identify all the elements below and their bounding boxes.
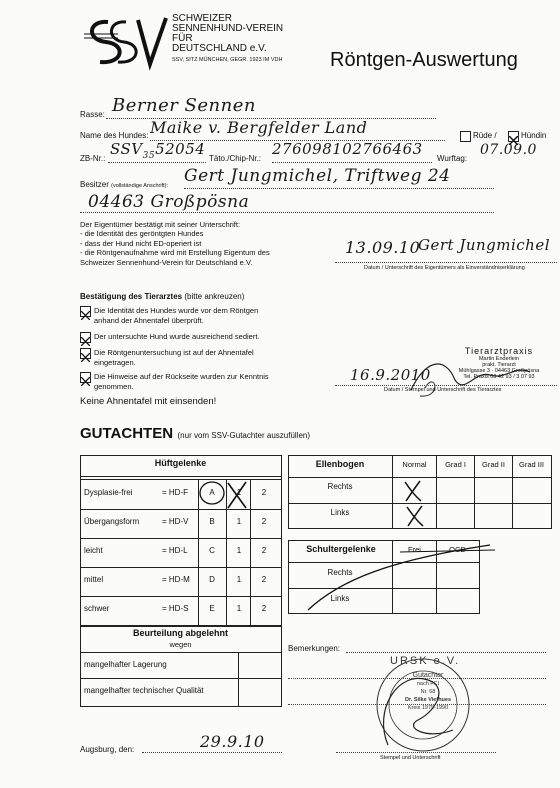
name-label: Name des Hundes:	[80, 131, 149, 140]
zb-number: 52054	[155, 140, 206, 158]
vet-check-3[interactable]	[80, 348, 91, 359]
hip-row-label: schwer	[84, 604, 110, 613]
expert-stamp-line: Nr. 68	[420, 689, 436, 695]
owner-sig-line	[335, 262, 557, 263]
vet-check-1[interactable]	[80, 306, 91, 317]
vet-check-2[interactable]	[80, 332, 91, 343]
expert-stamp-line: nach FCI	[416, 681, 440, 687]
expert-stamp-ring: URSK e.V.	[390, 655, 461, 667]
expert-stamp-line: Kreis 1975-1990	[407, 705, 449, 711]
hip-rule	[80, 476, 281, 477]
shoulder-header: Schultergelenke	[306, 544, 376, 554]
vet-stamp-line: Mühlgasse 3 · 04463 Großpösna	[458, 368, 540, 374]
rejected-rule	[80, 652, 281, 653]
elbow-col-normal: Normal	[402, 460, 427, 469]
chip-line	[272, 162, 432, 163]
elbow-row-left: Links	[330, 508, 350, 517]
elbow-col-grad2: Grad II	[482, 460, 505, 469]
hip-row-code: = HD-S	[162, 604, 189, 613]
hip-row-grade: D	[209, 575, 215, 584]
hip-row-label: Übergangsform	[84, 517, 140, 526]
vet-confirm-heading	[80, 292, 244, 301]
litter-value: 07.09.0	[480, 142, 537, 158]
hip-row-grade: B	[209, 517, 215, 526]
hip-selection-mark	[198, 478, 268, 512]
shoulder-row-left: Links	[330, 594, 350, 603]
vet-item-2: Der untersuchte Hund wurde ausreichend sediert.	[94, 332, 260, 341]
owner-signature: Gert Jungmichel	[418, 236, 551, 254]
place-date: 29.9.10	[200, 732, 265, 751]
org-line: SCHWEIZER	[172, 13, 232, 24]
hip-row-label: Dysplasie-frei	[84, 488, 133, 497]
hip-row-col2: 2	[261, 546, 267, 555]
chip-label: Täto./Chip-Nr.:	[209, 154, 262, 163]
vet-item-1: Die Identität des Hundes wurde vor dem Röntgen anhand der Ahnentafel überprüft.	[94, 306, 259, 325]
owner-line	[184, 188, 494, 189]
rejected-row-quality: mangelhafter technischer Qualität	[84, 686, 204, 695]
gutachten-title: GUTACHTEN	[80, 425, 174, 442]
vet-check-4[interactable]	[80, 372, 91, 383]
expert-stamp-line: Gutachter	[412, 672, 444, 679]
org-line: FÜR	[172, 33, 193, 44]
owner-line-2	[80, 212, 494, 213]
breed-value: Berner Sennen	[112, 95, 256, 116]
litter-label: Wurftag:	[437, 154, 468, 163]
hip-row-col1: 1	[236, 546, 242, 555]
zb-prefix: SSV	[110, 140, 143, 158]
expert-stamp-line: Dr. Silke Viefhues	[404, 697, 452, 703]
rejected-header: Beurteilung abgelehnt	[132, 628, 228, 638]
hip-row-col2: 2	[261, 604, 267, 613]
hip-row-label: leicht	[84, 546, 103, 555]
male-checkbox[interactable]	[460, 131, 471, 142]
zb-value	[110, 140, 205, 161]
shoulder-strike-mark	[300, 540, 500, 620]
female-label: Hündin	[521, 131, 547, 140]
chip-value: 276098102766463	[272, 140, 423, 158]
zb-line	[108, 162, 206, 163]
logo	[78, 12, 168, 72]
rejected-col-rule	[238, 652, 239, 706]
name-value: Maike v. Bergfelder Land	[150, 118, 368, 137]
owner-label	[80, 180, 168, 189]
owner-sig-caption: Datum / Unterschrift des Eigentümers als Einverständniserklärung	[364, 265, 525, 271]
list-item: - dass der Hund nicht ED-operiert ist	[80, 239, 290, 249]
list-item: - die Identität des geröntgten Hundes	[80, 229, 290, 239]
hip-row-col1: 1	[236, 517, 242, 526]
date-line	[142, 752, 282, 753]
list-item: - die Röntgenaufnahme wird mit Erstellung Eigentum des Schweizer Sennenhund-Verein für Deutschland e.V.	[80, 248, 290, 267]
elbow-row-right: Rechts	[327, 482, 353, 491]
hip-row-grade: C	[209, 546, 215, 555]
gutachten-note: (nur vom SSV-Gutachter auszufüllen)	[177, 431, 311, 440]
hip-row-col1: 1	[236, 488, 242, 497]
hip-row-code: = HD-L	[162, 546, 188, 555]
vet-sig-line	[335, 385, 557, 386]
hip-row-code: = HD-V	[162, 517, 189, 526]
shoulder-col-ocd: OCD	[449, 545, 466, 554]
owner-label-text: Besitzer	[80, 180, 109, 189]
zb-sub: 35	[142, 151, 156, 161]
org-line: DEUTSCHLAND e.V.	[172, 43, 267, 54]
elbow-col-grad3: Grad III	[518, 460, 544, 469]
check-mark-icon	[81, 353, 90, 362]
hip-row-code: = HD-M	[162, 575, 190, 584]
vet-stamp-line: prakt. Tierarzt	[482, 362, 516, 368]
stamp-caption: Stempel und Unterschrift	[380, 755, 441, 761]
owner-confirm-intro: Der Eigentümer bestätigt mit seiner Unterschrift:	[80, 220, 241, 229]
rejected-rule	[80, 678, 281, 679]
rejected-row-positioning: mangelhafter Lagerung	[84, 660, 167, 669]
vet-note: Keine Ahnentafel mit einsenden!	[80, 396, 217, 407]
check-mark-icon	[81, 337, 90, 346]
hip-row-code: = HD-F	[162, 488, 188, 497]
vet-sig-caption: Datum / Stempel und Unterschrift des Tierarztes	[384, 387, 502, 393]
org-name	[172, 14, 283, 65]
vet-stamp-line: Tel. Praxis 03 42 93 / 3 07 93	[463, 374, 535, 380]
org-sub: SSV, SITZ MÜNCHEN, GEGR. 1923 IM VDH	[172, 57, 283, 63]
page-title: Röntgen-Auswertung	[330, 49, 518, 71]
elbow-mark-left	[404, 504, 426, 528]
female-checkbox[interactable]	[508, 131, 519, 142]
owner-sig-date: 13.09.10	[345, 238, 421, 257]
owner-value-line1: Gert Jungmichel, Triftweg 24	[184, 166, 451, 186]
stamp-sig-line	[336, 752, 496, 753]
hip-row-grade: A	[209, 488, 215, 497]
elbow-rule	[288, 477, 551, 478]
male-label: Rüde /	[473, 131, 497, 140]
expert-stamp-text	[388, 672, 468, 712]
org-line: SENNENHUND-VEREIN	[172, 23, 284, 34]
vet-item-3: Die Röntgenuntersuchung ist auf der Ahnentafel eingetragen.	[94, 348, 254, 367]
owner-note: (vollständige Anschrift):	[111, 183, 168, 189]
hip-header: Hüftgelenke	[154, 458, 207, 468]
remarks-label: Bemerkungen:	[288, 644, 341, 653]
vet-sig-date: 16.9.2010	[350, 366, 431, 384]
vet-stamp-line: Martin Enderlein	[478, 356, 520, 362]
hip-row-col1: 1	[236, 604, 242, 613]
place-label: Augsburg, den:	[80, 745, 135, 754]
shoulder-col-free: Frei	[408, 545, 421, 554]
hip-row-label: mittel	[84, 575, 104, 584]
hip-row-grade: E	[209, 604, 215, 613]
elbow-header: Ellenbogen	[315, 459, 365, 469]
vet-stamp-title: Tierarztpraxis	[464, 346, 534, 356]
shoulder-row-right: Rechts	[327, 568, 353, 577]
hip-row-col2: 2	[261, 517, 267, 526]
check-mark-icon	[81, 311, 90, 320]
elbow-col-grad1: Grad I	[445, 460, 466, 469]
breed-label: Rasse:	[80, 110, 105, 119]
vet-heading-note: (bitte ankreuzen)	[184, 292, 245, 301]
hip-row-col1: 1	[236, 575, 242, 584]
owner-confirm	[80, 220, 290, 267]
rejected-sub: wegen	[169, 640, 192, 649]
vet-item-4: Die Hinweise auf der Rückseite wurden zur Kenntnis genommen.	[94, 372, 269, 391]
vet-heading: Bestätigung des Tierarztes	[80, 292, 183, 301]
elbow-mark-right	[402, 479, 424, 503]
hip-row-col2: 2	[261, 488, 267, 497]
gutachten-heading	[80, 425, 310, 443]
owner-confirm-list	[80, 229, 290, 267]
zb-label: ZB-Nr.:	[80, 154, 106, 163]
check-mark-icon	[81, 377, 90, 386]
owner-value-line2: 04463 Großpösna	[88, 192, 250, 212]
hip-row-col2: 2	[261, 575, 267, 584]
